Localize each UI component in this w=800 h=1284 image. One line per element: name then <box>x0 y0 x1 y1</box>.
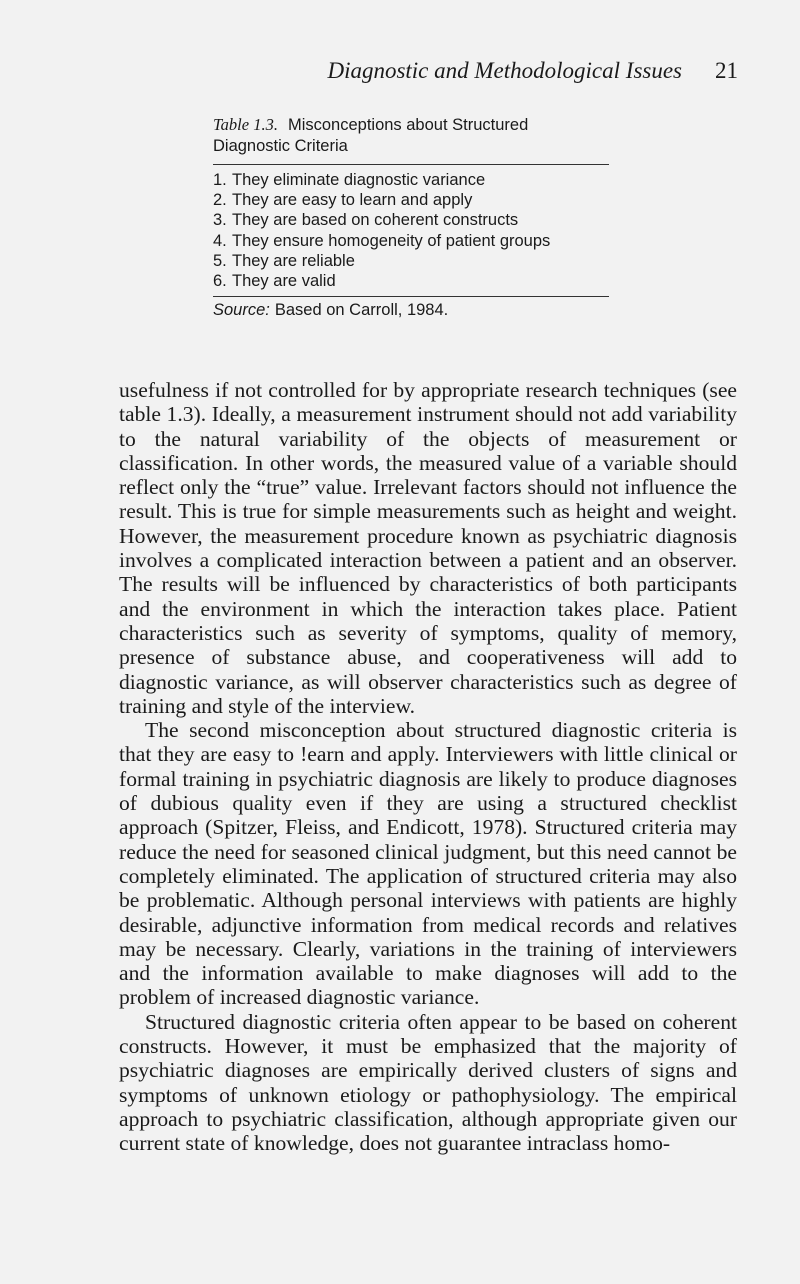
table-item-text: They are based on coherent constructs <box>232 211 519 230</box>
table-item-number: 4. <box>213 231 227 250</box>
table-item <box>213 251 609 271</box>
table-item-number: 1. <box>213 171 227 189</box>
table-list <box>213 168 609 293</box>
table-item-number: 2. <box>213 191 227 210</box>
body-paragraph: usefulness if not controlled for by appropriate research techniques (see table 1.3). Ideally, a measurement instrument should not add variability to the natural variability of the objects of measurement or classification. In other words, the measured value of a variable should reflect only the “true” value. Irrelevant factors should not influence the result. This is true for simple measurements such as height and weight. However, the measurement procedure known as psychiatric diagnosis involves a complicated interaction between a patient and an observer. The results will be influenced by characteristics of both participants and the environment in which the interaction takes place. Patient characteristics such as severity of symptoms, quality of memory, presence of substance abuse, and cooperativeness will add to diagnostic variance, as will observer characteristics such as degree of training and style of the interview. <box>119 378 737 718</box>
source-text: Based on Carroll, 1984. <box>274 301 449 320</box>
table-item <box>213 190 609 210</box>
table-block <box>213 114 609 321</box>
table-item-number: 3. <box>213 211 227 230</box>
table-item-text: They eliminate diagnostic variance <box>232 171 486 189</box>
table-item <box>213 231 609 251</box>
table-item-text: They are reliable <box>232 251 355 270</box>
table-item-text: They are valid <box>232 271 336 290</box>
source-label: Source: <box>213 301 270 320</box>
table-item <box>213 210 609 230</box>
table-item-number: 6. <box>213 271 227 290</box>
body-paragraph: Structured diagnostic criteria often appear to be based on coherent constructs. However, it must be emphasized that the majority of psychiatric diagnoses are empirically derived clusters of signs and symptoms of unknown etiology or pathophysiology. The empirical approach to psychiatric classification, although appropriate given our current state of knowledge, does not guarantee intraclass homo- <box>119 1009 737 1156</box>
table-item-text: They are easy to learn and apply <box>232 191 473 210</box>
table-caption-text: Misconceptions about Structured Diagnostic Criteria <box>213 116 529 155</box>
table-top-rule <box>213 164 609 165</box>
table-item <box>213 170 609 190</box>
table-label: Table 1.3. <box>213 115 278 134</box>
table-item <box>213 271 609 291</box>
body-text <box>119 378 737 1156</box>
table-bottom-rule <box>213 296 609 297</box>
table-source <box>213 300 609 321</box>
table-caption <box>213 114 609 161</box>
page-number: 21 <box>715 58 738 83</box>
running-head <box>327 58 738 92</box>
running-title: Diagnostic and Methodological Issues <box>327 58 682 83</box>
body-paragraph: The second misconception about structured diagnostic criteria is that they are easy to !earn and apply. Interviewers with little clinical or formal training in psychiatric diagnosis are likely to produce diagnoses of dubious quality even if they are using a structured checklist approach (Spitzer, Fleiss, and Endicott, 1978). Structured criteria may reduce the need for seasoned clinical judgment, but this need cannot be completely eliminated. The application of structured criteria may also be problematic. Although personal interviews with patients are highly desirable, adjunctive information from medical records and relatives may be necessary. Clearly, variations in the training of interviewers and the information available to make diagnoses will add to the problem of increased diagnostic variance. <box>119 718 737 1010</box>
table-item-number: 5. <box>213 251 227 270</box>
table-item-text: They ensure homogeneity of patient groups <box>232 231 551 250</box>
